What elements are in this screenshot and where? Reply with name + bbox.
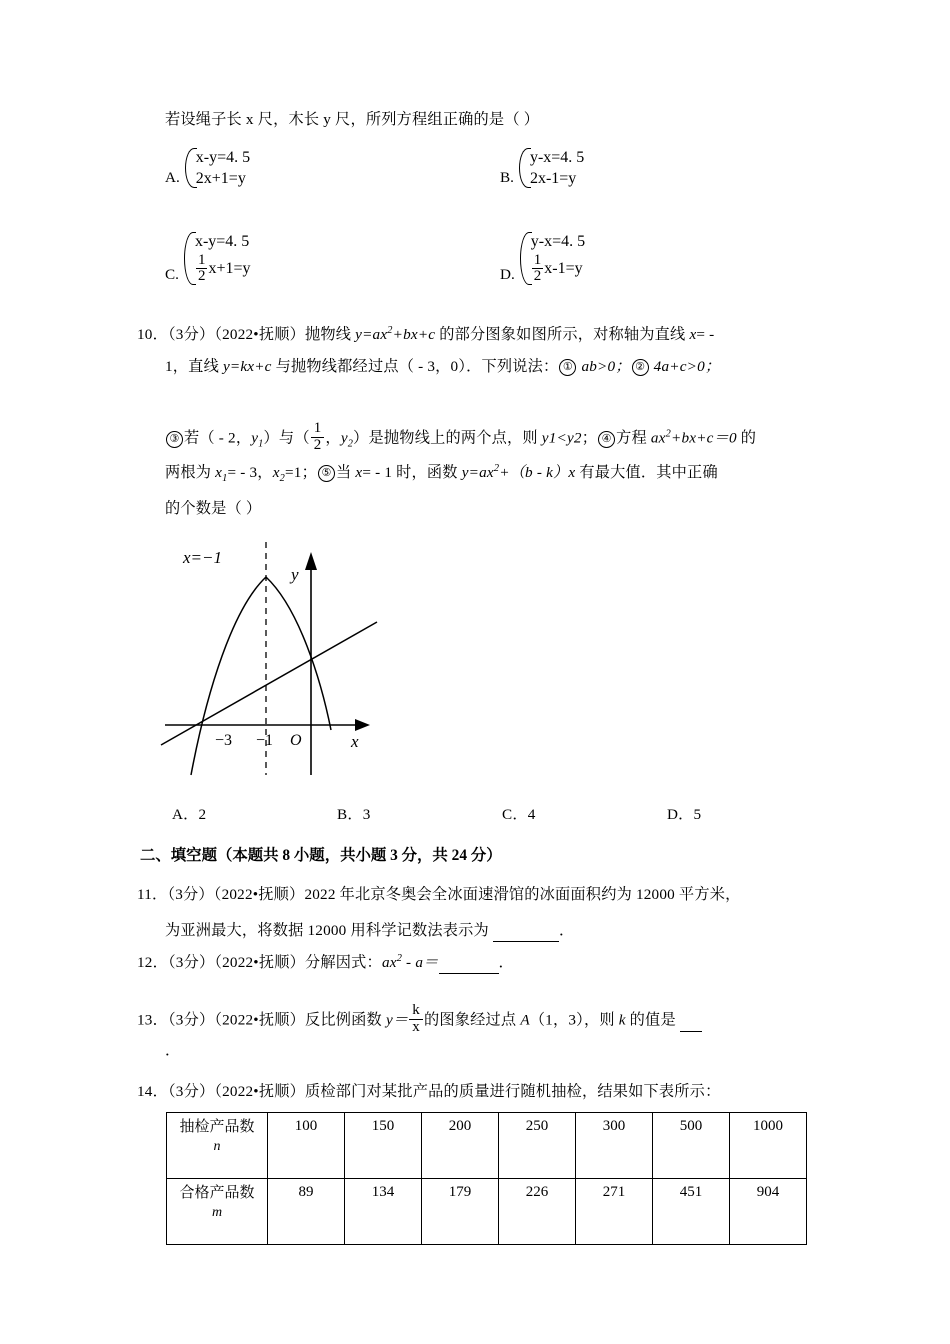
q13-number: 13． <box>137 1011 168 1029</box>
linear-function-line <box>161 622 377 745</box>
q12-text: 分解因式： <box>305 954 382 971</box>
q11-points: （3分） <box>167 886 214 903</box>
row-header-main: 合格产品数 <box>179 1185 255 1201</box>
q10-l3d: ）是抛物线上的两个点，则 <box>353 429 542 447</box>
table-cell: 150 <box>345 1113 422 1179</box>
q13-text-c: （1，3），则 <box>529 1011 619 1029</box>
q12-points: （3分） <box>167 954 215 971</box>
q10-inequality: y1<y2 <box>541 429 582 447</box>
q14-source: （2022•抚顺） <box>214 1083 305 1100</box>
q14-points: （3分） <box>167 1083 215 1100</box>
circled-number-4: ④ <box>598 431 615 448</box>
q13-k: k <box>618 1011 626 1029</box>
table-row-header-n <box>167 1113 268 1179</box>
section-2-heading: 二、填空题（本题共 8 小题，共小题 3 分，共 24 分） <box>140 847 502 864</box>
q10-l2-eq: y=kx+c <box>222 358 272 375</box>
q11-answer-blank[interactable] <box>493 921 559 942</box>
q12-blank-tail: ． <box>498 954 514 971</box>
q10-l1c: = - <box>696 326 715 343</box>
table-cell: 904 <box>730 1179 807 1245</box>
q10-l3a: 若（ - 2， <box>184 429 252 447</box>
q12-number: 12． <box>137 954 168 971</box>
q9-option-b-eq2: 2x-1=y <box>529 170 577 187</box>
q9-option-d[interactable] <box>500 232 585 285</box>
q10-stmt1: ab>0； <box>577 358 631 375</box>
q9-option-c-system <box>182 232 251 285</box>
q10-stmt2: 4a+c>0； <box>649 358 721 375</box>
q12-expr-a: ax <box>381 954 397 971</box>
y-axis-label: y <box>291 565 299 584</box>
q13-point-a: A <box>520 1011 530 1029</box>
q10-l4b: = - 3， <box>227 464 273 481</box>
q9-option-d-system <box>518 232 585 285</box>
q10-root2: x <box>272 464 280 481</box>
q9-option-c-eq1: x-y=4. 5 <box>194 233 250 250</box>
q10-answer-b[interactable]: B．3 <box>337 806 371 823</box>
q11-l1: 2022 年北京冬奥会全冰面速滑馆的冰面面积约为 12000 平方米， <box>304 886 741 903</box>
table-cell: 89 <box>268 1179 345 1245</box>
q10-l1-eq2: +bx+c <box>392 326 436 343</box>
q10-l4d: 当 <box>335 464 356 481</box>
row-header-main: 抽检产品数 <box>179 1119 255 1135</box>
q10-eq4: ax <box>650 429 666 447</box>
q13-source: （2022•抚顺） <box>214 1011 305 1029</box>
q13-k-over-x-fraction <box>409 1003 423 1035</box>
q10-source: （2022•抚顺） <box>214 326 305 343</box>
q10-answer-c[interactable]: C．4 <box>502 806 536 823</box>
q10-points: （3分） <box>167 326 215 343</box>
circled-number-3: ③ <box>166 431 183 448</box>
q10-answer-d[interactable]: D．5 <box>667 806 702 823</box>
q10-root2-sub: 2 <box>279 473 286 485</box>
table-cell: 134 <box>345 1179 422 1245</box>
q9-option-d-eq1: y-x=4. 5 <box>530 233 586 250</box>
parabola-and-line-graph <box>155 530 385 780</box>
q11-line-1 <box>137 885 740 905</box>
q10-l4e: = - 1 时，函数 <box>362 464 462 481</box>
table-cell: 1000 <box>730 1113 807 1179</box>
q10-l4-x: x <box>355 464 363 481</box>
dashed-line-label: x=−1 <box>183 548 222 567</box>
q9-option-c-label: C. <box>165 265 179 283</box>
q9-option-c-frac-num: 1 <box>197 252 206 268</box>
row-header-sub: m <box>211 1205 223 1220</box>
q10-l3b: ）与（ <box>263 429 310 447</box>
q11-blank-tail: ． <box>558 922 575 939</box>
q9-option-d-eq2 <box>531 253 585 285</box>
q11-number: 11． <box>137 886 168 903</box>
q9-option-a-eq1: x-y=4. 5 <box>195 149 251 166</box>
q10-frac-den: 2 <box>311 437 325 454</box>
q9-option-d-fraction <box>532 253 544 285</box>
q10-fn: y=ax <box>461 464 494 481</box>
q10-fn-sup: 2 <box>493 462 500 474</box>
q13-line-2: ． <box>165 1042 181 1059</box>
table-cell: 250 <box>499 1113 576 1179</box>
q9-option-c-eq2 <box>195 253 251 285</box>
x-axis-label: x <box>351 732 359 751</box>
q13-frac-num: k <box>412 1002 420 1018</box>
q11-line-2 <box>165 921 574 942</box>
table-cell: 300 <box>576 1113 653 1179</box>
q9-option-a-system <box>183 148 250 188</box>
table-row <box>167 1113 807 1179</box>
q10-l3e: ； <box>581 429 598 447</box>
origin-label: O <box>290 732 302 749</box>
q9-option-d-eq2-suffix: x-1=y <box>544 260 583 278</box>
q13-line-1 <box>137 1002 702 1037</box>
q9-option-c-frac-den: 2 <box>197 268 206 285</box>
q10-l4f: 有最大值．其中正确 <box>575 464 718 481</box>
q9-option-c-eq2-suffix: x+1=y <box>208 260 251 278</box>
q10-line-3 <box>165 420 757 455</box>
table-cell: 500 <box>653 1113 730 1179</box>
q14-number: 14． <box>137 1083 168 1100</box>
q9-option-c-fraction <box>196 253 208 285</box>
q10-frac-num: 1 <box>313 420 322 436</box>
circled-number-2: ② <box>632 359 649 376</box>
table-cell: 179 <box>422 1179 499 1245</box>
q10-l2b: 与抛物线都经过点（ - 3，0）．下列说法： <box>271 358 559 375</box>
q10-eq4-sup: 2 <box>665 428 672 440</box>
q10-y1: y <box>251 429 259 447</box>
q10-l1-sup: 2 <box>387 324 393 336</box>
q10-l1b: 的部分图象如图所示，对称轴为直线 <box>435 326 690 343</box>
q9-stem: 若设绳子长 x 尺，木长 y 尺，所列方程组正确的是（ ） <box>165 111 540 128</box>
q13-answer-blank[interactable] <box>680 1011 702 1032</box>
q9-option-b-label: B. <box>500 169 514 186</box>
q10-line-1 <box>137 325 714 345</box>
table-cell: 451 <box>653 1179 730 1245</box>
q10-l3f: 方程 <box>616 429 651 447</box>
q9-option-d-label: D. <box>500 265 515 283</box>
q13-text-a: 反比例函数 <box>305 1011 386 1029</box>
q9-option-a[interactable] <box>165 148 250 188</box>
q13-text-d: 的值是 <box>625 1011 676 1029</box>
q10-l4a: 两根为 <box>165 464 216 481</box>
tick-label-minus-3: −3 <box>215 732 233 749</box>
q9-option-d-frac-den: 2 <box>533 268 542 285</box>
q10-line-2 <box>165 357 720 377</box>
q11-l2: 为亚洲最大，将数据 12000 用科学记数法表示为 <box>165 922 489 939</box>
q12-expr-b: - a＝ <box>402 954 439 971</box>
circled-number-5: ⑤ <box>318 465 335 482</box>
q14-inspection-table <box>166 1112 807 1245</box>
q13-text-b: 的图象经过点 <box>423 1011 521 1029</box>
q10-line-4 <box>165 463 718 483</box>
q10-l1-eq: y=ax <box>355 326 388 343</box>
q13-frac-den: x <box>409 1019 423 1036</box>
table-cell: 226 <box>499 1179 576 1245</box>
x-axis-arrowhead <box>355 719 370 731</box>
table-cell: 200 <box>422 1113 499 1179</box>
q10-l3g: 的 <box>736 429 757 447</box>
q9-option-d-frac-num: 1 <box>533 252 542 268</box>
q14-line-1 <box>137 1082 720 1102</box>
q9-option-c[interactable] <box>165 232 250 285</box>
q11-source: （2022•抚顺） <box>213 886 305 903</box>
q10-half-fraction <box>311 421 325 453</box>
q10-root1: x <box>215 464 223 481</box>
q10-answer-a[interactable]: A．2 <box>172 806 207 823</box>
q14-text: 质检部门对某批产品的质量进行随机抽检，结果如下表所示： <box>305 1083 721 1100</box>
q13-points: （3分） <box>167 1011 215 1029</box>
q10-l1-x: x <box>689 326 697 343</box>
q12-expr-sup: 2 <box>396 952 403 964</box>
q9-option-a-label: A. <box>165 169 180 186</box>
q10-eq4b: +bx+c＝0 <box>671 429 737 447</box>
q10-y2-sub: 2 <box>347 438 354 450</box>
q10-y1-sub: 1 <box>258 438 264 450</box>
q12-answer-blank[interactable] <box>439 953 499 974</box>
q10-fn2: +（b - k）x <box>499 464 576 481</box>
q10-l3c: ， <box>325 429 341 447</box>
table-row-header-m <box>167 1179 268 1245</box>
q9-option-a-eq2: 2x+1=y <box>195 170 246 187</box>
y-axis-arrowhead <box>305 552 317 570</box>
tick-label-minus-1: −1 <box>256 732 274 749</box>
q9-option-b[interactable] <box>500 148 584 188</box>
circled-number-1: ① <box>559 359 576 376</box>
row-header-sub: n <box>213 1139 221 1154</box>
q9-option-b-eq1: y-x=4. 5 <box>529 149 585 166</box>
q10-l4c: =1； <box>285 464 317 481</box>
q10-number: 10． <box>137 326 168 343</box>
q10-line-5: 的个数是（ ） <box>165 500 262 517</box>
table-cell: 100 <box>268 1113 345 1179</box>
q10-l2a: 1，直线 <box>165 358 223 375</box>
q10-l1a: 抛物线 <box>305 326 356 343</box>
q10-root1-sub: 1 <box>222 473 228 485</box>
q10-y2: y <box>340 429 348 447</box>
table-row <box>167 1179 807 1245</box>
q13-y-eq: y＝ <box>385 1011 409 1029</box>
q12-line-1 <box>137 953 514 974</box>
q9-option-b-system <box>517 148 584 188</box>
table-cell: 271 <box>576 1179 653 1245</box>
q12-source: （2022•抚顺） <box>214 954 305 971</box>
